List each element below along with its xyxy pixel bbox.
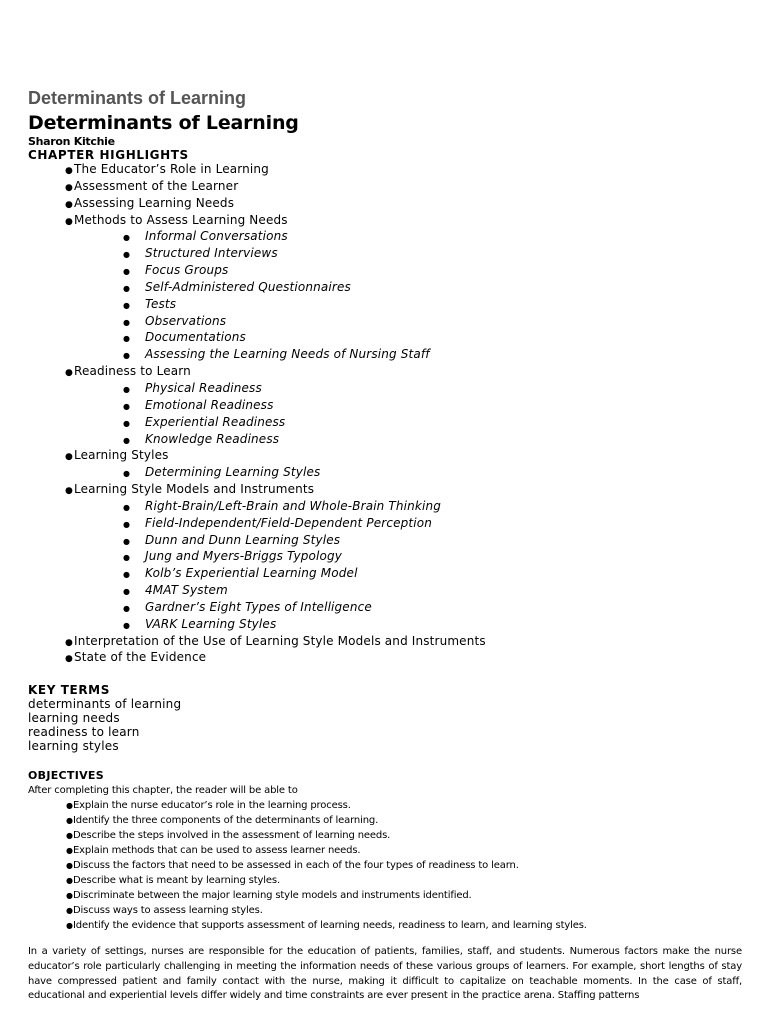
objective-item xyxy=(66,858,742,873)
bullet-icon: ● xyxy=(65,216,74,227)
highlight-sublabel: Structured Interviews xyxy=(145,246,278,261)
highlight-subitem xyxy=(123,465,742,482)
bullet-icon: ● xyxy=(123,283,131,293)
bullet-icon: ● xyxy=(123,570,131,580)
highlight-sublabel: Tests xyxy=(145,296,177,311)
highlight-sublabel: Gardner’s Eight Types of Intelligence xyxy=(145,599,372,614)
document-page xyxy=(28,88,742,1014)
highlight-subitem xyxy=(123,246,742,263)
key-terms-list xyxy=(28,697,742,753)
highlight-subgroup xyxy=(65,381,742,448)
highlight-item xyxy=(65,162,742,179)
bullet-icon: ● xyxy=(123,620,131,630)
bullet-icon: ● xyxy=(65,166,74,176)
highlight-sublabel: Right-Brain/Left-Brain and Whole-Brain Thinking xyxy=(145,498,441,513)
objective-label: Explain the nurse educator’s role in the learning process. xyxy=(73,800,351,812)
highlight-sublabel: Experiential Readiness xyxy=(145,414,286,429)
key-terms-section xyxy=(28,683,742,753)
objectives-heading: OBJECTIVES xyxy=(28,769,104,783)
highlight-label: Methods to Assess Learning Needs xyxy=(74,212,288,227)
highlight-sublabel: Physical Readiness xyxy=(145,380,262,395)
key-term: determinants of learning xyxy=(28,697,182,712)
highlight-subitem xyxy=(123,314,742,331)
objective-label: Discriminate between the major learning style models and instruments identified. xyxy=(73,890,472,902)
highlight-label: State of the Evidence xyxy=(74,650,207,665)
objective-label: Explain methods that can be used to assess learner needs. xyxy=(73,845,361,857)
highlight-subgroup xyxy=(65,499,742,634)
highlight-subitem xyxy=(123,617,742,634)
bullet-icon: ● xyxy=(123,233,131,243)
bullet-icon: ● xyxy=(123,250,131,260)
highlight-sublabel: Field-Independent/Field-Dependent Perception xyxy=(145,515,432,530)
bullet-icon: ● xyxy=(65,452,74,463)
highlight-item xyxy=(65,196,742,213)
highlight-subitem xyxy=(123,229,742,246)
highlight-sublabel: Determining Learning Styles xyxy=(145,465,321,480)
highlight-label: Learning Styles xyxy=(74,448,169,463)
highlight-item xyxy=(65,650,742,667)
body-paragraph: In a variety of settings, nurses are responsible for the education of patients, families, staff, and students. Numerous factors make the nurse educator’s role particularly challenging in meeting the information needs of these various groups of learners. For example, short lengths of stay have compressed patient and family contact with the nurse, making it difficult to capitalize on teachable moments. In the case of staff, educational and experiential levels differ widely and time constraints are ever present in the practice arena. Staffing patterns xyxy=(28,946,742,1002)
highlight-sublist xyxy=(65,229,742,364)
bullet-icon: ● xyxy=(66,831,73,841)
highlight-label: Assessment of the Learner xyxy=(74,178,239,193)
key-terms-heading: KEY TERMS xyxy=(28,683,110,698)
highlight-subitem xyxy=(123,415,742,432)
highlight-sublabel: Focus Groups xyxy=(145,263,229,278)
bullet-icon: ● xyxy=(123,519,131,529)
highlight-sublabel: 4MAT System xyxy=(145,583,228,598)
highlight-sublabel: Jung and Myers-Briggs Typology xyxy=(145,549,342,564)
highlight-subitem xyxy=(123,533,742,550)
highlight-subitem xyxy=(123,330,742,347)
bullet-icon: ● xyxy=(66,816,73,826)
objectives-section xyxy=(28,769,742,933)
highlight-sublabel: Emotional Readiness xyxy=(145,397,274,412)
bullet-icon: ● xyxy=(123,603,131,613)
highlight-subitem xyxy=(123,297,742,314)
key-term: readiness to learn xyxy=(28,725,140,740)
objectives-list xyxy=(28,798,742,933)
bullet-icon: ● xyxy=(66,801,73,811)
bullet-icon: ● xyxy=(66,906,73,916)
bullet-icon: ● xyxy=(123,553,131,563)
highlight-sublabel: Knowledge Readiness xyxy=(145,431,280,446)
highlight-subitem xyxy=(123,549,742,566)
highlight-item xyxy=(65,213,742,230)
highlight-subgroup xyxy=(65,229,742,364)
objective-item xyxy=(66,918,742,933)
highlight-label: Readiness to Learn xyxy=(74,364,191,379)
highlight-sublabel: Kolb’s Experiential Learning Model xyxy=(145,566,358,581)
highlight-sublabel: Informal Conversations xyxy=(145,229,288,244)
highlight-subitem xyxy=(123,566,742,583)
bullet-icon: ● xyxy=(123,435,131,445)
bullet-icon: ● xyxy=(66,876,73,886)
bullet-icon: ● xyxy=(66,861,73,871)
highlight-item xyxy=(65,179,742,196)
bullet-icon: ● xyxy=(123,502,131,512)
highlight-subitem xyxy=(123,347,742,364)
highlight-item xyxy=(65,482,742,499)
objectives-intro: After completing this chapter, the reader will be able to xyxy=(28,785,298,797)
bullet-icon: ● xyxy=(65,486,74,497)
bullet-icon: ● xyxy=(123,300,131,310)
highlight-sublist xyxy=(65,499,742,634)
bullet-icon: ● xyxy=(123,317,131,327)
objective-item xyxy=(66,843,742,858)
objective-item xyxy=(66,873,742,888)
bullet-icon: ● xyxy=(123,267,131,277)
highlight-subitem xyxy=(123,499,742,516)
chapter-title: Determinants of Learning xyxy=(28,112,299,134)
bullet-icon: ● xyxy=(65,654,74,665)
bullet-icon: ● xyxy=(123,384,131,394)
objective-label: Identify the evidence that supports assessment of learning needs, readiness to learn, and learning styles. xyxy=(73,920,587,932)
bullet-icon: ● xyxy=(66,846,73,856)
objective-item xyxy=(66,798,742,813)
bullet-icon: ● xyxy=(123,418,131,428)
bullet-icon: ● xyxy=(123,334,131,344)
highlight-subitem xyxy=(123,583,742,600)
highlight-item xyxy=(65,364,742,381)
highlight-label: Assessing Learning Needs xyxy=(74,195,235,210)
bullet-icon: ● xyxy=(123,469,131,479)
highlight-sublist xyxy=(65,381,742,448)
highlight-subgroup xyxy=(65,465,742,482)
highlight-sublabel: Assessing the Learning Needs of Nursing Staff xyxy=(145,347,430,362)
chapter-highlights-list xyxy=(28,162,742,667)
bullet-icon: ● xyxy=(123,587,131,597)
bullet-icon: ● xyxy=(66,891,73,901)
highlight-sublabel: Documentations xyxy=(145,330,246,345)
bullet-icon: ● xyxy=(65,368,74,379)
highlight-item xyxy=(65,448,742,465)
highlight-label: Interpretation of the Use of Learning Style Models and Instruments xyxy=(74,633,486,648)
key-term: learning needs xyxy=(28,711,120,726)
highlight-subitem xyxy=(123,432,742,449)
highlight-subitem xyxy=(123,381,742,398)
bullet-icon: ● xyxy=(65,637,74,648)
objective-label: Describe the steps involved in the assessment of learning needs. xyxy=(73,830,391,842)
page-title-grey: Determinants of Learning xyxy=(28,88,247,108)
objective-item xyxy=(66,828,742,843)
highlight-subitem xyxy=(123,263,742,280)
objective-label: Describe what is meant by learning styles. xyxy=(73,875,280,887)
bullet-icon: ● xyxy=(65,199,74,210)
highlight-subitem xyxy=(123,280,742,297)
objective-item xyxy=(66,903,742,918)
bullet-icon: ● xyxy=(123,351,131,361)
chapter-highlights-heading: CHAPTER HIGHLIGHTS xyxy=(28,148,189,162)
highlight-subitem xyxy=(123,398,742,415)
objective-item xyxy=(66,888,742,903)
highlight-sublabel: Observations xyxy=(145,313,227,328)
highlight-item xyxy=(65,634,742,651)
key-term: learning styles xyxy=(28,739,119,754)
objective-item xyxy=(66,813,742,828)
bullet-icon: ● xyxy=(66,921,73,931)
highlight-subitem xyxy=(123,516,742,533)
highlight-subitem xyxy=(123,600,742,617)
objective-label: Discuss ways to assess learning styles. xyxy=(73,905,263,917)
highlight-label: The Educator’s Role in Learning xyxy=(74,162,269,176)
bullet-icon: ● xyxy=(65,182,74,193)
highlight-label: Learning Style Models and Instruments xyxy=(74,482,315,497)
highlight-sublabel: Self-Administered Questionnaires xyxy=(145,279,351,294)
objective-label: Discuss the factors that need to be assessed in each of the four types of readiness to learn. xyxy=(73,860,519,872)
author-name: Sharon Kitchie xyxy=(28,135,115,148)
bullet-icon: ● xyxy=(123,536,131,546)
objective-label: Identify the three components of the determinants of learning. xyxy=(73,815,379,827)
highlight-sublabel: VARK Learning Styles xyxy=(145,616,277,631)
highlight-sublist xyxy=(65,465,742,482)
bullet-icon: ● xyxy=(123,401,131,411)
highlight-sublabel: Dunn and Dunn Learning Styles xyxy=(145,532,341,547)
